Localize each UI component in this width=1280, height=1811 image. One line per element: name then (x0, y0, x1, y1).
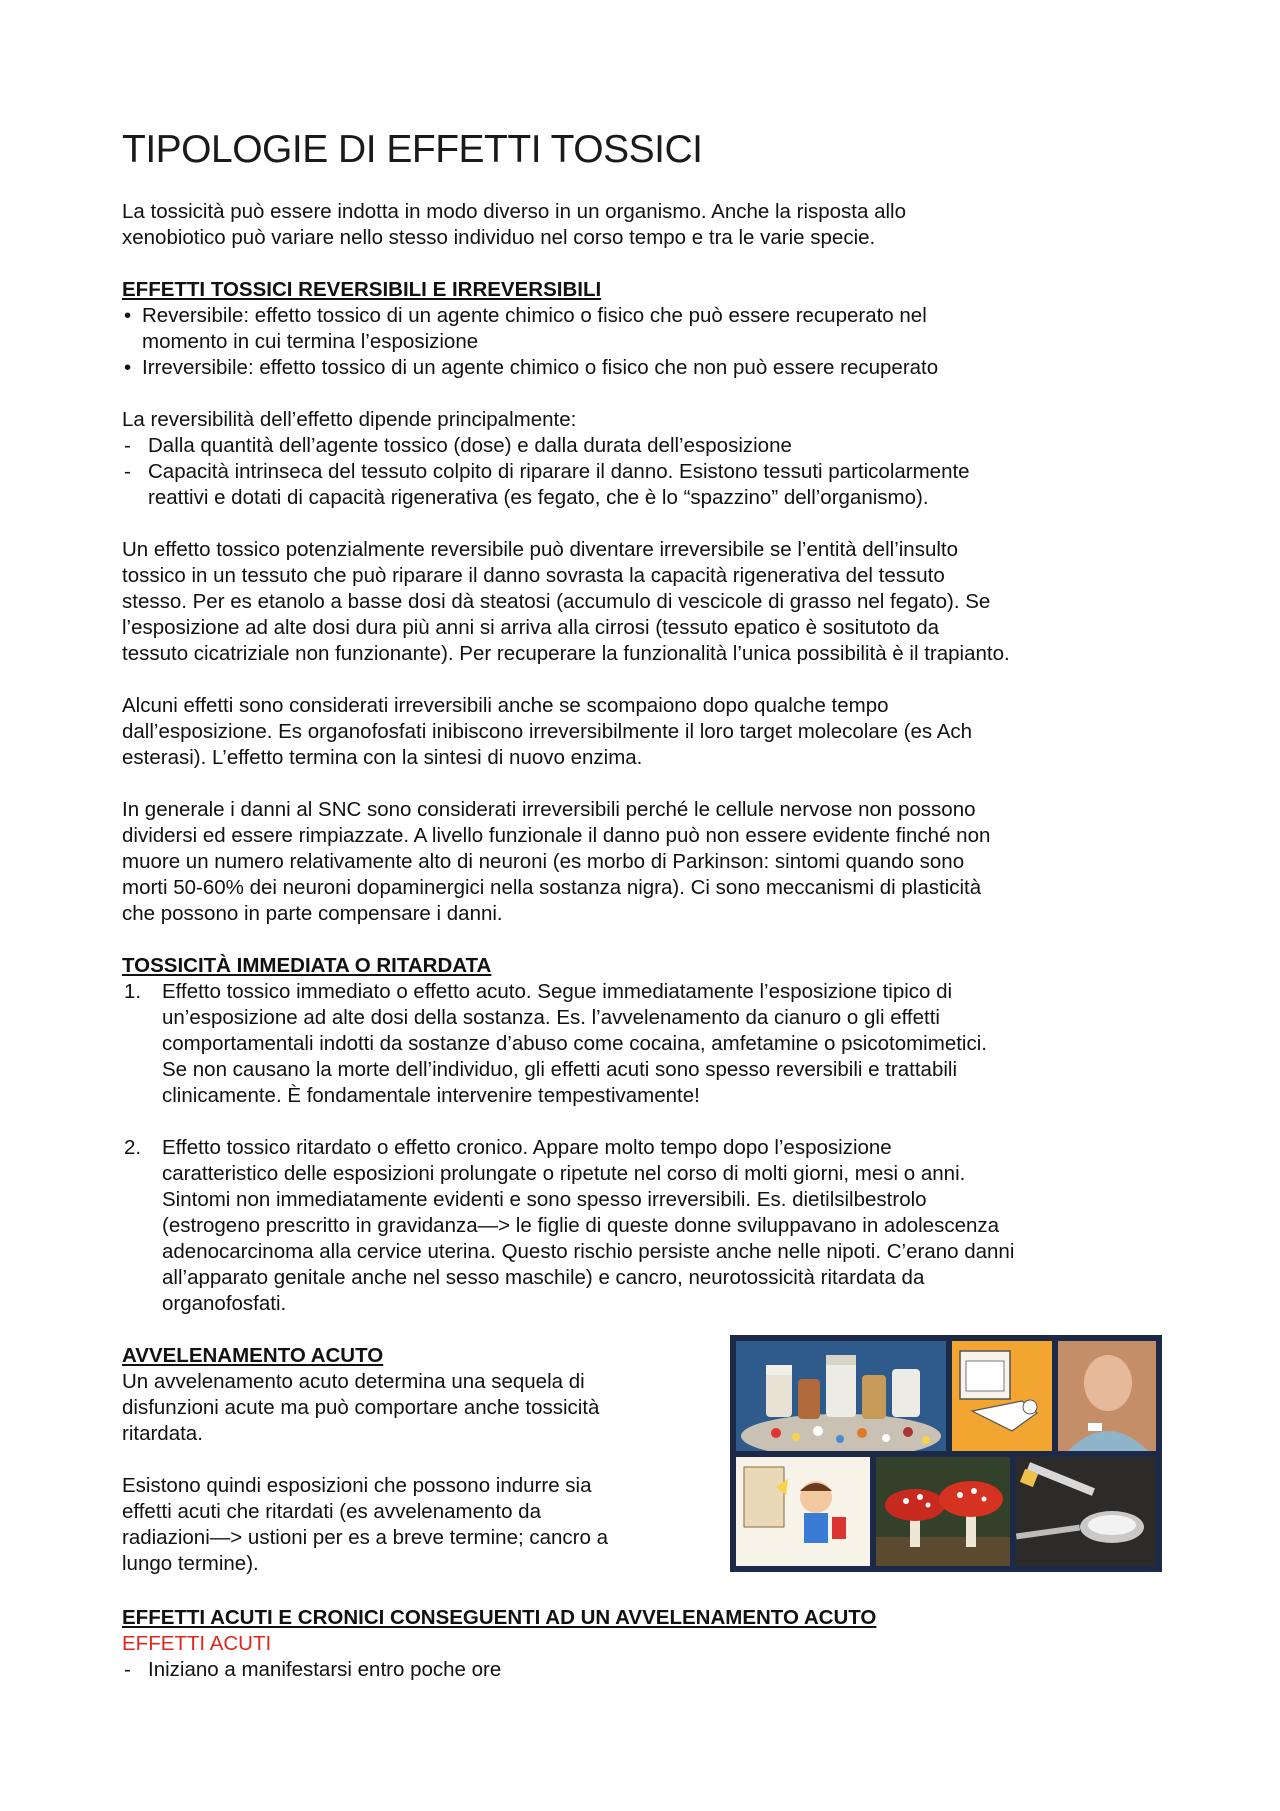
text-line: In generale i danni al SNC sono considerati irreversibili perché le cellule nervose non possono (122, 798, 976, 821)
acute-effects-list (122, 1657, 1162, 1683)
text-line: tossico in un tessuto che può riparare il danno sovrasta la capacità rigenerativa del tessuto (122, 564, 945, 587)
list-item (122, 355, 1162, 381)
intro-paragraph (122, 199, 1162, 251)
section-heading-reversible: EFFETTI TOSSICI REVERSIBILI E IRREVERSIBILI (122, 278, 602, 301)
pills-photo (736, 1341, 946, 1451)
list-item-line: Effetto tossico ritardato o effetto cronico. Appare molto tempo dopo l’esposizione (162, 1136, 892, 1159)
text-line: tessuto cicatriziale non funzionante). Per recuperare la funzionalità l’unica possibilità è il trapianto. (122, 642, 1010, 665)
list-item (122, 303, 1162, 355)
reversibility-dash-list (122, 433, 1162, 511)
text-line: dividersi ed essere rimpiazzate. A livello funzionale il danno può non essere evidente finché non (122, 824, 991, 847)
reversibility-intro: La reversibilità dell’effetto dipende principalmente: (122, 408, 577, 431)
exposure-paragraph (122, 1473, 682, 1577)
text-line: muore un numero relativamente alto di neuroni (es morbo di Parkinson: sintomi quando sono (122, 850, 965, 873)
page-title: TIPOLOGIE DI EFFETTI TOSSICI (122, 128, 703, 171)
list-item (122, 459, 1162, 511)
text-line: stesso. Per es etanolo a basse dosi dà steatosi (accumulo di vescicole di grasso nel fegato). Se (122, 590, 991, 613)
child-cartoon-illustration (736, 1457, 870, 1566)
acute-poisoning-paragraph (122, 1369, 682, 1447)
list-item-line: adenocarcinoma alla cervice uterina. Questo rischio persiste anche nelle nipoti. C’erano danni (162, 1240, 1015, 1263)
patient-photo (1058, 1341, 1156, 1451)
list-item-line: Dalla quantità dell’agente tossico (dose) e dalla durata dell’esposizione (148, 434, 792, 457)
text-line: lungo termine). (122, 1552, 259, 1575)
text-line: effetti acuti che ritardati (es avvelenamento da (122, 1500, 541, 1523)
list-item-line: comportamentali indotti da sostanze d’abuso come cocaina, amfetamine o psicotomimetici. (162, 1032, 987, 1055)
list-item-line: caratteristico delle esposizioni prolungate o ripetute nel corso di molti giorni, mesi o anni. (162, 1162, 966, 1185)
text-line: morti 50-60% dei neuroni dopaminergici nella sostanza nigra). Ci sono meccanismi di plasticità (122, 876, 982, 899)
list-number: 1. (124, 980, 142, 1003)
text-line: Alcuni effetti sono considerati irreversibili anche se scompaiono dopo qualche tempo (122, 694, 889, 717)
list-item-line: Se non causano la morte dell’individuo, gli effetti acuti sono spesso reversibili e trattabili (162, 1058, 958, 1081)
reversible-bullet-list (122, 303, 1162, 381)
paragraph-organophosphates (122, 693, 1162, 771)
list-item-line: Sintomi non immediatamente evidenti e sono spesso irreversibili. Es. dietilsilbestrolo (162, 1188, 927, 1211)
list-item-line: (estrogeno prescritto in gravidanza—> le figlie di queste donne sviluppavano in adolescenza (162, 1214, 1000, 1237)
acute-poisoning-block (122, 1343, 1162, 1577)
list-item-line: un’esposizione ad alte dosi della sostanza. Es. l’avvelenamento da cianuro o gli effetti (162, 1006, 940, 1029)
list-item (122, 1135, 1162, 1317)
text-line: Un avvelenamento acuto determina una sequela di (122, 1370, 585, 1393)
mushrooms-photo (876, 1457, 1010, 1566)
poisoning-collage-image (730, 1335, 1162, 1572)
text-line: Un effetto tossico potenzialmente reversibile può diventare irreversibile se l’entità dell’insulto (122, 538, 959, 561)
list-item-line: Iniziano a manifestarsi entro poche ore (148, 1658, 502, 1681)
list-item-line: Capacità intrinseca del tessuto colpito di riparare il danno. Esistono tessuti particolarmente (148, 460, 970, 483)
list-item-line: Reversibile: effetto tossico di un agente chimico o fisico che può essere recuperato nel (142, 304, 927, 327)
text-line: dall’esposizione. Es organofosfati inibiscono irreversibilmente il loro target molecolare (es Ach (122, 720, 973, 743)
document-body (122, 199, 1162, 1683)
list-item-line: momento in cui termina l’esposizione (142, 330, 479, 353)
list-item-line: organofosfati. (162, 1292, 287, 1315)
section-heading-acute-chronic: EFFETTI ACUTI E CRONICI CONSEGUENTI AD UN AVVELENAMENTO ACUTO (122, 1606, 877, 1629)
section-heading-acute-poisoning: AVVELENAMENTO ACUTO (122, 1344, 384, 1367)
text-line: ritardata. (122, 1422, 203, 1445)
text-line: radiazioni—> ustioni per es a breve termine; cancro a (122, 1526, 608, 1549)
paragraph-cns-damage (122, 797, 1162, 927)
list-item-line: reattivi e dotati di capacità rigenerativa (es fegato, che è lo “spazzino” dell’organismo). (148, 486, 929, 509)
toxicity-numbered-list (122, 979, 1162, 1317)
intro-line: La tossicità può essere indotta in modo diverso in un organismo. Anche la risposta allo (122, 200, 907, 223)
acute-poisoning-text (122, 1343, 682, 1577)
list-item-line: Effetto tossico immediato o effetto acuto. Segue immediatamente l’esposizione tipico di (162, 980, 953, 1003)
intro-line: xenobiotico può variare nello stesso individuo nel corso tempo e tra le varie specie. (122, 226, 876, 249)
paragraph-reversible-to-irreversible (122, 537, 1162, 667)
list-item-line: Irreversibile: effetto tossico di un agente chimico o fisico che non può essere recuperato (142, 356, 939, 379)
list-number: 2. (124, 1136, 142, 1159)
list-item (122, 979, 1162, 1109)
text-line: Esistono quindi esposizioni che possono indurre sia (122, 1474, 592, 1497)
text-line: disfunzioni acute ma può comportare anche tossicità (122, 1396, 600, 1419)
text-line: che possono in parte compensare i danni. (122, 902, 503, 925)
subheading-acute-effects: EFFETTI ACUTI (122, 1632, 272, 1655)
list-item (122, 433, 1162, 459)
list-spacer (122, 1109, 1162, 1135)
section-heading-immediate-delayed: TOSSICITÀ IMMEDIATA O RITARDATA (122, 954, 492, 977)
list-item-line: clinicamente. È fondamentale intervenire tempestivamente! (162, 1084, 700, 1107)
list-item (122, 1657, 1162, 1683)
list-item-line: all’apparato genitale anche nel sesso maschile) e cancro, neurotossicità ritardata da (162, 1266, 925, 1289)
text-line: esterasi). L’effetto termina con la sintesi di nuovo enzima. (122, 746, 643, 769)
syringe-spoon-photo (1016, 1457, 1156, 1566)
gas-oven-illustration (952, 1341, 1052, 1451)
text-line: l’esposizione ad alte dosi dura più anni si arriva alla cirrosi (tessuto epatico è sositutoto da (122, 616, 940, 639)
